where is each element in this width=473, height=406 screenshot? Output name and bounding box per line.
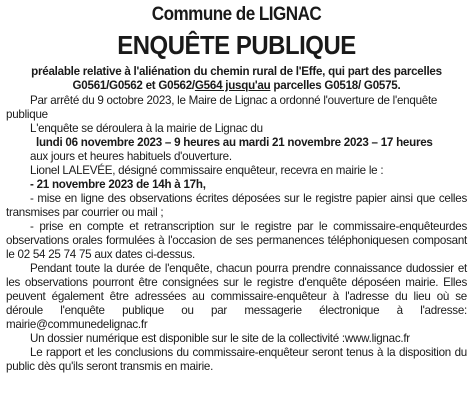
- paragraph-location: L'enquête se déroulera à la mairie de Lignac du: [30, 122, 263, 135]
- paragraph-consultation: Pendant toute la durée de l'enquête, chacun pourra prendre connaissance dudossier et les observations pourront être consignées sur le registre d'enquête déposéen mairie. Elles peuvent également être adressées au commissaire-enquêteur à l'adresse du lieu où se déroule l'enquête publique ou par messagerie électronique à l'adresse: mairie@communedelignac.fr: [6, 262, 467, 331]
- notice-body: [6, 94, 467, 374]
- notice-title: ENQUÊTE PUBLIQUE: [117, 30, 356, 60]
- paragraph-permanence-date: - 21 novembre 2023 de 14h à 17h,: [30, 178, 206, 191]
- paragraph-report: Le rapport et les conclusions du commissaire-enquêteur seront tenus à la disposition du public dès qu'ils seront transmis en mairie.: [6, 346, 467, 373]
- paragraph-dates: lundi 06 novembre 2023 – 9 heures au mardi 21 novembre 2023 – 17 heures: [36, 136, 433, 149]
- paragraph-commissioner: Lionel LALEVÉE, désigné commissaire enquêteur, recevra en mairie le :: [30, 164, 384, 177]
- subject-parcels-underlined: G564 jusqu'au: [194, 79, 271, 92]
- subject-parcels-c: parcelles G0518/ G0575.: [270, 79, 401, 92]
- paragraph-online-observations: - mise en ligne des observations écrites déposées sur le registre papier ainsi que celles transmises par courrier ou mail ;: [6, 192, 467, 219]
- subject-line-1: préalable relative à l'aliénation du chemin rural de l'Effe, qui part des parcelles: [31, 65, 442, 78]
- paragraph-decree: Par arrêté du 9 octobre 2023, le Maire de Lignac a ordonné l'ouverture de l'enquête publique: [6, 94, 438, 121]
- paragraph-hours: aux jours et heures habituels d'ouverture.: [30, 150, 232, 163]
- subject-line-2: [6, 79, 467, 93]
- commune-name: Commune de LIGNAC: [151, 4, 322, 25]
- subject-parcels-a: G0561/G0562 et G0562/: [72, 79, 195, 92]
- paragraph-oral-observations: - prise en compte et retranscription sur le registre par le commissaire-enquêteurdes observations orales formulées à l'occasion de ses permanences téléphoniquesen composant le 02 54 25 74 75 aux dates ci-dessus.: [6, 220, 467, 261]
- paragraph-digital-file: Un dossier numérique est disponible sur le site de la collectivité :www.lignac.fr: [30, 332, 410, 345]
- notice-subject: [6, 65, 467, 93]
